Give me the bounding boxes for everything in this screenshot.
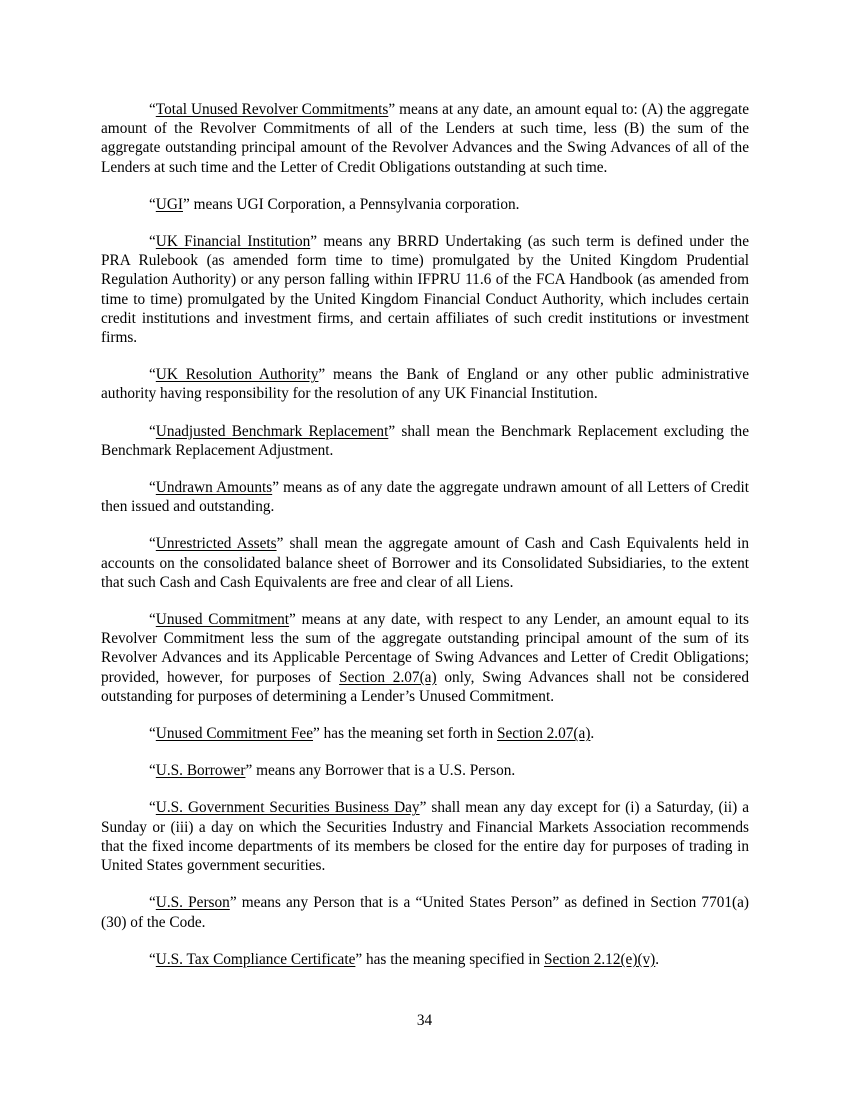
section-reference: Section 2.07(a)	[496, 725, 591, 743]
definition-text: “	[149, 799, 156, 817]
definition-paragraph	[101, 478, 749, 516]
definition-text: ” means as of any date the aggregate undrawn amount of all Letters of Credit then issued and outstanding.	[101, 479, 750, 516]
definition-text: “	[149, 950, 156, 968]
definition-text: “	[149, 195, 156, 213]
definition-paragraph	[101, 950, 749, 969]
definition-text: “	[149, 101, 156, 118]
defined-term: Undrawn Amounts	[155, 479, 273, 497]
definition-text: “	[149, 479, 156, 497]
definition-paragraph	[101, 893, 749, 931]
definition-text: ” means UGI Corporation, a Pennsylvania corporation.	[183, 195, 520, 213]
defined-term: UK Resolution Authority	[155, 366, 319, 384]
definition-paragraph	[101, 422, 749, 460]
definition-text: “	[149, 422, 156, 440]
defined-term: U.S. Person	[155, 894, 230, 912]
section-reference: Section 2.12(e)(v)	[543, 950, 656, 968]
document-body	[101, 100, 749, 987]
definition-text: ” means any Person that is a “United States Person” as defined in Section 7701(a)(30) of the Code.	[101, 894, 750, 931]
defined-term: UGI	[155, 195, 183, 213]
definition-text: “	[149, 366, 156, 384]
definition-paragraph	[101, 761, 749, 780]
defined-term: UK Financial Institution	[155, 233, 311, 251]
definition-paragraph	[101, 798, 749, 875]
definition-text: ” has the meaning set forth in	[313, 725, 497, 743]
page-number: 34	[416, 1012, 433, 1029]
definition-text: “	[149, 762, 156, 780]
definition-text: ” means the Bank of England or any other public administrative authority having responsibility for the resolution of any UK Financial Institution.	[101, 366, 749, 403]
definition-text: only, Swing Advances shall not be considered outstanding for purposes of determining a Lender’s Unused Commitment.	[101, 668, 749, 705]
defined-term: Total Unused Revolver Commitments	[155, 101, 389, 118]
definition-paragraph	[101, 610, 749, 706]
defined-term: U.S. Government Securities Business Day	[155, 799, 420, 817]
definition-text: “	[149, 233, 156, 251]
defined-term: Unadjusted Benchmark Replacement	[155, 422, 389, 440]
definition-text: ” means any BRRD Undertaking (as such term is defined under the PRA Rulebook (as amended form time to time) promulgated by the United Kingdom Prudential Regulation Authority) or any person falling within IFPRU 11.6 of the FCA Handbook (as amended from time to time) promulgated by the United Kingdom Financial Conduct Authority, which includes certain credit institutions and investment firms, and certain affiliates of such credit institutions or investment firms.	[101, 233, 749, 347]
definition-text: “	[149, 894, 156, 912]
definition-paragraph	[101, 724, 749, 743]
definition-paragraph	[101, 195, 749, 214]
definition-text: “	[149, 535, 156, 553]
definition-text: ” means at any date, with respect to any Lender, an amount equal to its Revolver Commitment less the sum of the aggregate outstanding principal amount of the sum of its Revolver Advances and its Applicable Percentage of Swing Advances and Letter of Credit Obligations; provided, however, for purposes of	[101, 611, 749, 686]
definition-text: ” shall mean any day except for (i) a Saturday, (ii) a Sunday or (iii) a day on which the Securities Industry and Financial Markets Association recommends that the fixed income departments of its members be closed for the entire day for purposes of trading in United States government securities.	[101, 799, 749, 875]
defined-term: U.S. Tax Compliance Certificate	[155, 950, 356, 968]
definition-text: ” shall mean the aggregate amount of Cash and Cash Equivalents held in accounts on the consolidated balance sheet of Borrower and its Consolidated Subsidiaries, to the extent that such Cash and Cash Equivalents are free and clear of all Liens.	[101, 535, 749, 591]
definition-paragraph	[101, 232, 749, 347]
definition-paragraph	[101, 365, 749, 403]
defined-term: U.S. Borrower	[155, 762, 246, 780]
definition-text: ” means any Borrower that is a U.S. Person.	[245, 762, 516, 780]
section-reference: Section 2.07(a)	[339, 668, 437, 686]
definition-text: “	[149, 611, 156, 629]
defined-term: Unused Commitment	[155, 611, 290, 629]
definition-text: ” has the meaning specified in	[355, 950, 544, 968]
definition-text: .	[655, 950, 660, 968]
definition-text: “	[149, 725, 156, 743]
defined-term: Unrestricted Assets	[155, 535, 277, 553]
definition-text: .	[590, 725, 595, 743]
defined-term: Unused Commitment Fee	[155, 725, 314, 743]
definition-text: ” shall mean the Benchmark Replacement excluding the Benchmark Replacement Adjustment.	[101, 422, 749, 459]
definition-paragraph	[101, 534, 749, 592]
definition-paragraph	[101, 100, 749, 177]
definition-text: ” means at any date, an amount equal to: (A) the aggregate amount of the Revolver Commitments of all of the Lenders at such time, less (B) the sum of the aggregate outstanding principal amount of the Revolver Advances and the Swing Advances of all of the Lenders at such time and the Letter of Credit Obligations outstanding at such time.	[101, 101, 749, 176]
